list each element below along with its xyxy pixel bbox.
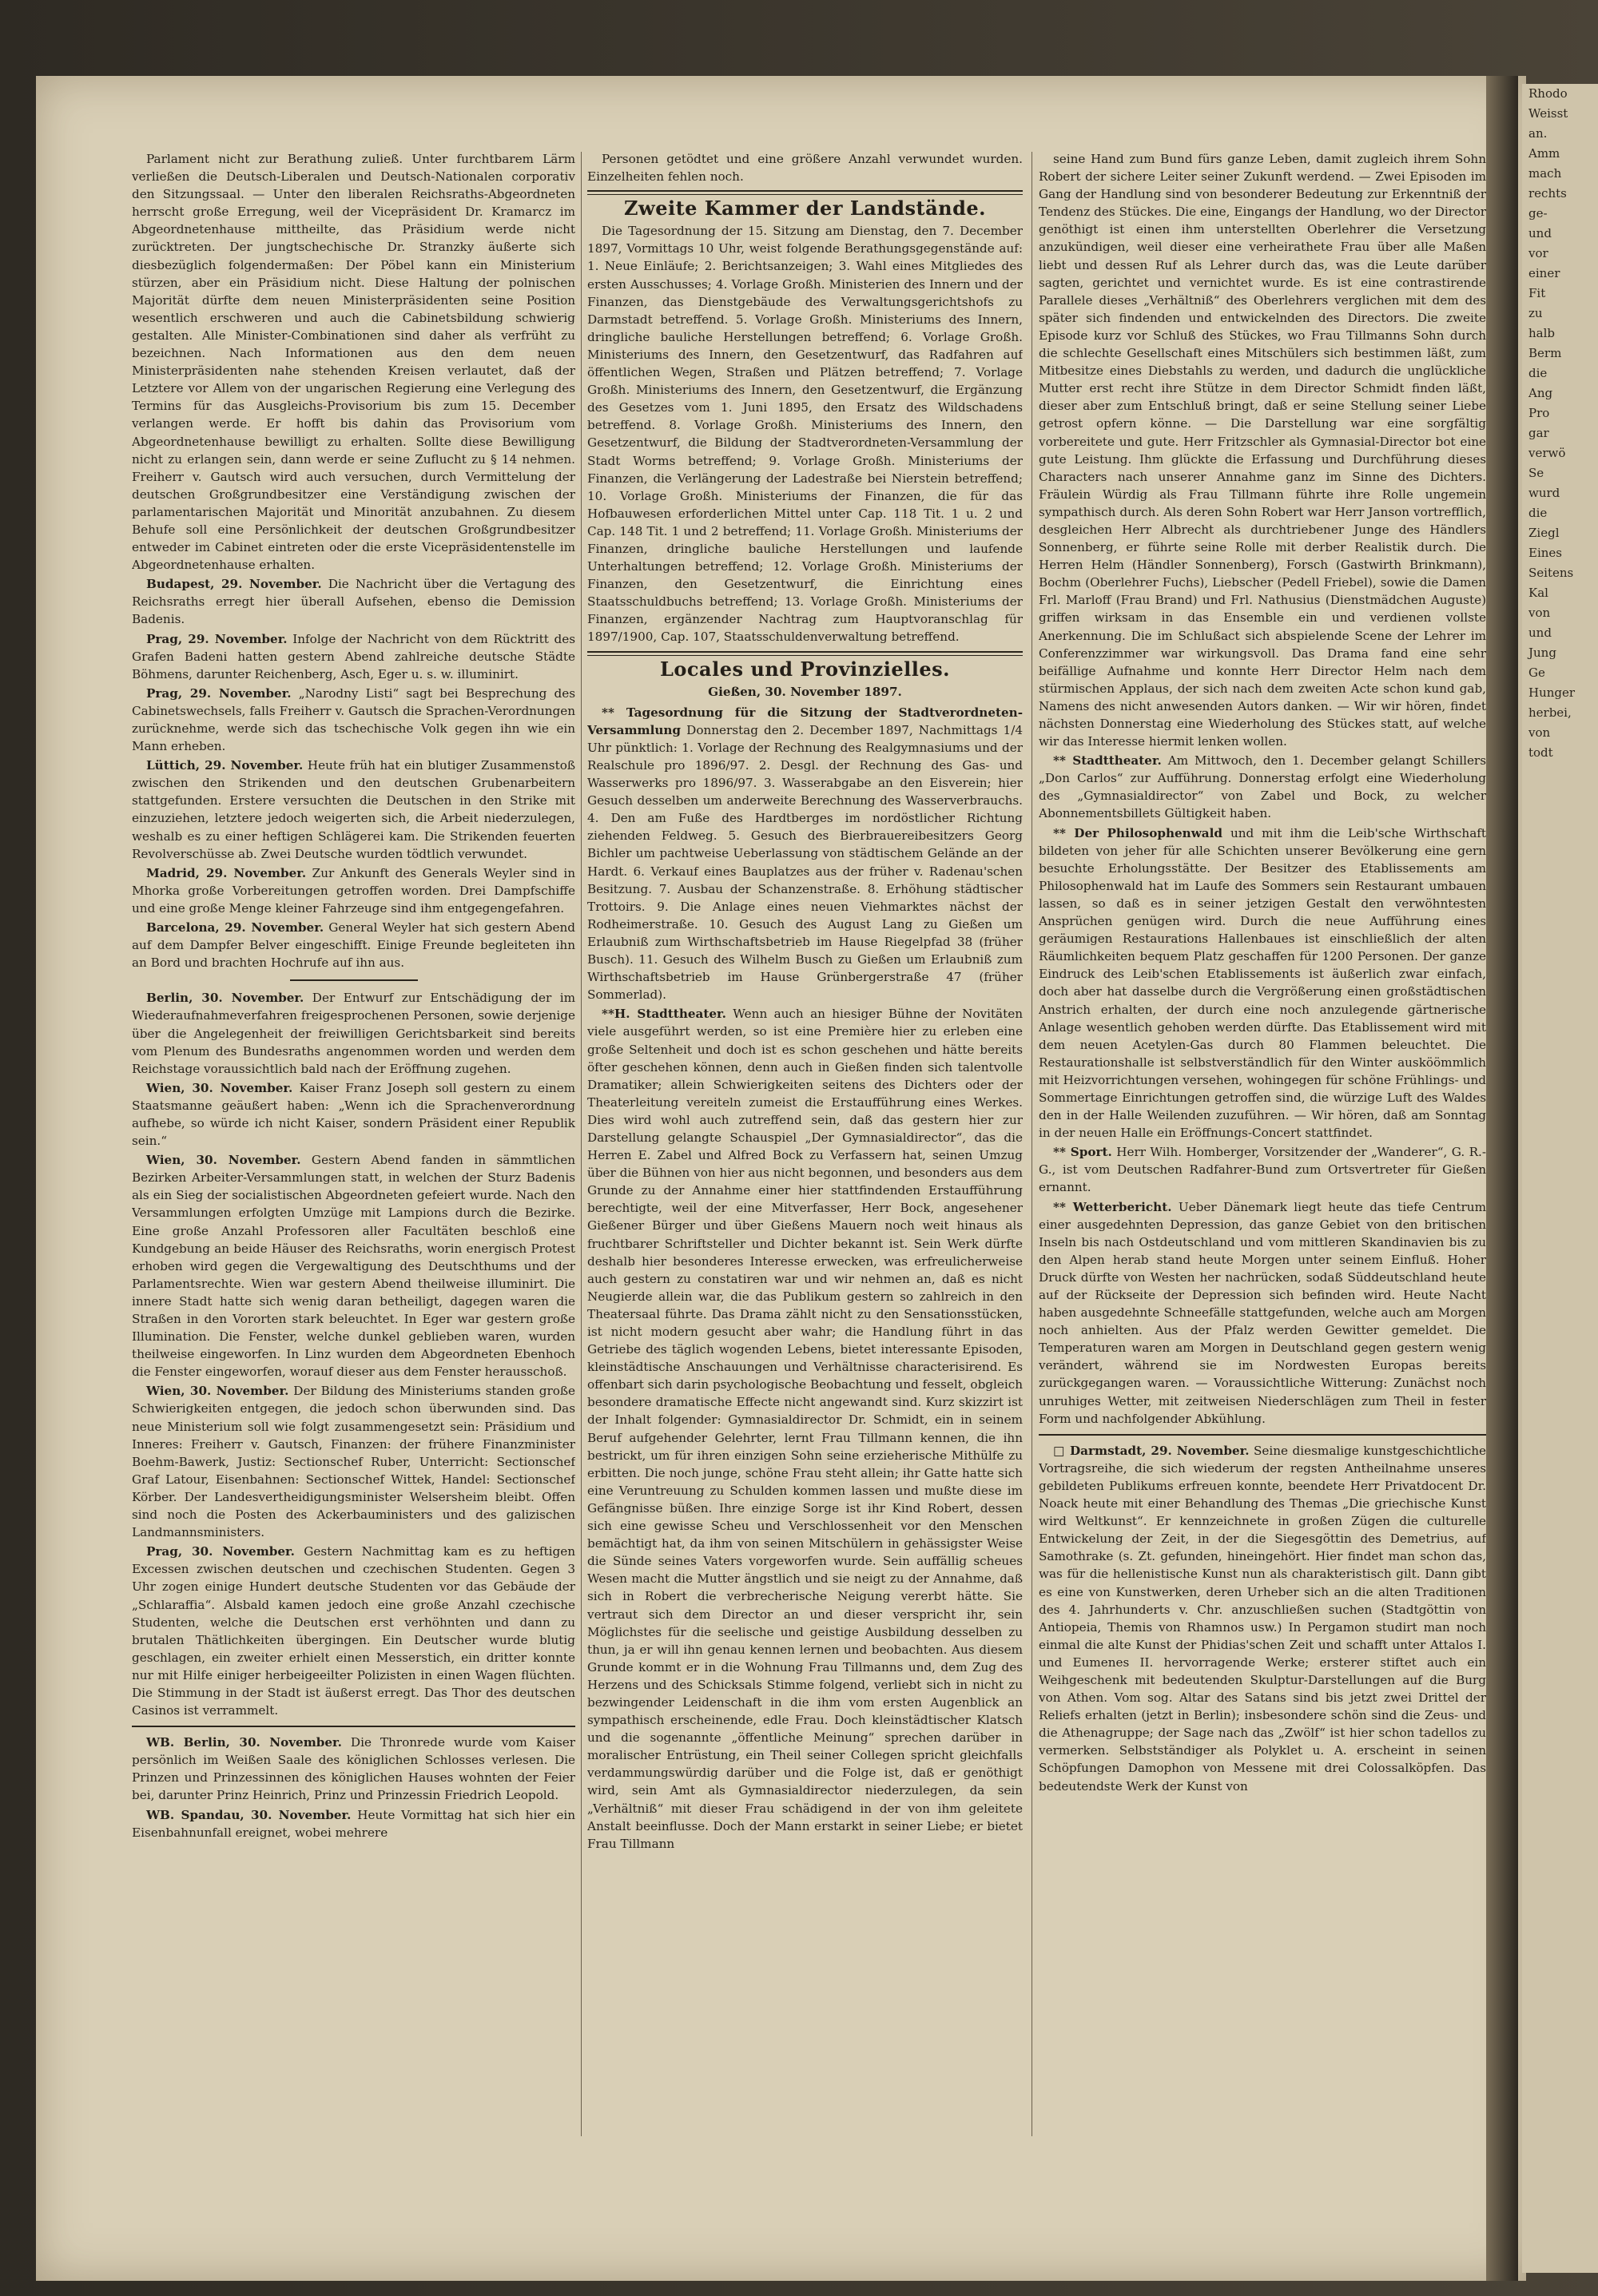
adjacent-page-fragment: Kal bbox=[1528, 586, 1548, 600]
news-text: Kaiser Franz Joseph soll gestern zu einem Staatsmanne geäußert haben: „Wenn ich die Sprachenverordnung aufhebe, so würde ich nicht Kaiser, sondern Präsident einer Republik sein.“ bbox=[132, 1080, 575, 1149]
adjacent-page-fragment: Ang bbox=[1528, 386, 1553, 400]
item-title: ** Der Philosophenwald bbox=[1053, 825, 1222, 840]
paragraph: seine Hand zum Bund fürs ganze Leben, damit zugleich ihrem Sohn Robert der sichere Leiter seiner Zukunft werdend. — Zwei Episoden im Gang der Handlung sind von besonderer Bedeutung zur Erkenntniß der Tendenz des Stückes. Die eine, Eingangs der Handlung, wo der Director genöthigt ist einen ihm unterstellten Oberlehrer die Versetzung anzukündigen, weil dieser eine verheirathete Frau über alle Maßen liebt und dessen Ruf als Lehrer durch das, was die Leute darüber sagten, gerichtet und vernichtet wurde. Es ist eine contrastirende Parallele dieses „Verhältniß“ des Oberlehrers verglichen mit dem des später sich findenden und entwickelnden des Directors. Die zweite Episode kurz vor Schluß des Stückes, wo Frau Tillmanns Sohn durch die schlechte Gesellschaft eines Mitschülers sich bestimmen läßt, zum Mitbesitze eines Diebstahls zu werden, und dadurch die unglückliche Mutter erst recht ihre Stütze in dem Director Schmidt finden läßt, dieser aber zum Entschluß bringt, daß er seine Stellung seiner Liebe getrost opfern könne. — Die Darstellung war eine sorgfältig vorbereitete und gute. Herr Fritzschler als Gymnasial-Director bot eine gute Leistung. Ihm glückte die Erfassung und Durchführung dieses Characters nach unserer Annahme ganz im Sinne des Dichters. Fräulein Würdig als Frau Tillmann führte ihre Rolle ungemein sympathisch durch. Als deren Sohn Robert war Herr Janson vortrefflich, desgleichen Herr Albrecht als durchtriebener Junge des Händlers Sonnenberg, er führte seine Rolle mit derber Realistik durch. Die Herren Helm (Händler Sonnenberg), Forsch (Gastwirth Brinkmann), Bochm (Oberlehrer Fuchs), Liebscher (Pedell Friebel), sowie die Damen Frl. Marloff (Frau Brand) und Frl. Nathusius (Dienstmädchen Auguste) griffen wirksam in das Ensemble ein und verdienen vollste Anerkennung. Die im Schlußact sich abspielende Scene der Lehrer im Conferenzzimmer war wirkungsvoll. Das Drama fand eine sehr beifällige Aufnahme und konnte Herr Director Helm nach dem stürmischen Applaus, der sich nach dem zweiten Acte schon kund gab, Namens des nicht anwesenden Autors danken. — Wir wir hören, findet nächsten Donnerstag eine Wiederholung des Stückes statt, auf welche wir das Interesse hiermit lenken wollen. bbox=[1039, 152, 1486, 749]
dateline: Budapest, 29. November. bbox=[146, 577, 322, 592]
adjacent-page-fragment: verwö bbox=[1528, 446, 1566, 460]
news-text: Zur Ankunft des Generals Weyler sind in Mhorka große Vorbereitungen getroffen worden. Drei Dampfschiffe und eine große Menge kleiner Fahrzeuge sind ihm entgegengefahren. bbox=[132, 865, 575, 916]
news-text: Der Entwurf zur Entschädigung der im Wiederaufnahmeverfahren freigesprochenen Personen, sowie derjenige über die Angelegenheit der freiwilligen Gerichtsbarkeit sind bereits vom Plenum des Bundesraths angenommen worden und werden dem Reichstage voraussichtlich bald nach der Eröffnung zugehen. bbox=[132, 991, 575, 1076]
news-text: und mit ihm die Leib'sche Wirthschaft bildeten von jeher für alle Schichten unserer Bevölkerung eine gern besuchte Erholungsstätte. Der Besitzer des Etablissements am Philosophenwald hat im Laufe des Sommers sein Restaurant umbauen lassen, so daß es in seiner jetzigen Gestalt den verwöhntesten Ansprüchen genügen wird. Durch die neue Aufführung eines geräumigen Restaurations Hallenbaues ist einschließlich der alten Räumlichkeiten bequem Platz geschaffen für 1200 Personen. Der ganze Eindruck des Leib'schen Etablissements ist äußerlich zwar einfach, doch aber hat dasselbe durch die Vergrößerung einen großstädtischen Anstrich erhalten, der durch eine noch anzulegende gärtnerische Anlage wesentlich gehoben werden dürfte. Das Etablissement wird mit dem neuen Acetylen-Gas durch 80 Flammen beleuchtet. Die Restaurationshalle ist selbstverständlich für den Winter ausköömmlich mit Heizvorrichtungen versehen, wohingegen für schöne Frühlings- und Sommertage Einrichtungen getroffen sind, die würzige Luft des Waldes den in der Halle Weilenden zuzuführen. — Wir hören, daß am Sonntag in der neuen Halle ein Eröffnungs-Concert stattfindet. bbox=[1039, 825, 1486, 1141]
news-text: Ueber Dänemark liegt heute das tiefe Centrum einer ausgedehnten Depression, das ganze Gebiet von den britischen Inseln bis nach Ostdeutschland und vom mittleren Skandinavien bis zu den Alpen herab stand heute Morgen unter seinem Einfluß. Hoher Druck dürfte von Westen her nachrücken, sodaß Süddeutschland heute auf der Rückseite der Depression sich befinden wird. Heute Nacht haben ausgedehnte Schneefälle stattgefunden, welche auch am Morgen noch anhielten. Aus der Pfalz werden Gewitter gemeldet. Die Temperaturen waren am Morgen in Deutschland gegen gestern wenig verändert, während sie im Nordwesten Europas bereits zurückgegangen waren. — Voraussichtliche Witterung: Zunächst noch unruhiges Wetter, mit zeitweisen Niederschlägen zum Theil in fester Form und nachfolgender Abkühlung. bbox=[1039, 1199, 1486, 1426]
news-item bbox=[132, 757, 575, 863]
news-item bbox=[132, 1382, 575, 1541]
news-text: Seine diesmalige kunstgeschichtliche Vortragsreihe, die sich wiederum der regsten Antheilnahme unseres gebildeten Publikums erfreuen konnte, beendete Herr Privatdocent Dr. Noack heute mit einer Behandlung des Themas „Die griechische Kunst wird Weltkunst“. Er kennzeichnete in großen Zügen die culturelle Entwickelung der Zeit, in der die Siegesgöttin des Demetrius, auf Samothrake (s. Zt. gefunden, hineingehört. Hier findet man schon das, was für die hellenistische Kunst nun als charakteristisch gilt. Dann gibt es eine von Kunstwerken, deren Urheber sich an die alten Traditionen des 4. Jahrhunderts v. Chr. anzuschließen suchen (Stadtgöttin von Antiopeia, Themis von Rhamnos usw.) In Pergamon studirt man noch einmal die alte Kunst der Phidias'schen Zeit und schafft unter Attalos I. und Eumenes II. hervorragende Werke; ersterer stiftet auch ein Weihgeschenk mit bedeutenden Skulptur-Darstellungen auf die Burg von Athen. Vom sog. Altar des Satans sind bis jetzt zwei Drittel der Reliefs erhalten (jetzt in Berlin); insbesondere schön sind die Zeus- und die Athenagruppe; der Sage nach das „Zwölf“ ist hier schon tadellos zu vermerken. Selbstständiger als Polyklet u. A. erscheint in seinen Schöpfungen Damophon von Messene mit drei Colossalköpfen. Das bedeutendste Werk der Kunst von bbox=[1039, 1443, 1486, 1794]
adjacent-page-fragment: Seitens bbox=[1528, 566, 1574, 580]
section-heading: Zweite Kammer der Landstände. bbox=[624, 197, 986, 220]
adjacent-page-fragment: herbei, bbox=[1528, 705, 1572, 720]
dateline: Barcelona, 29. November. bbox=[146, 920, 324, 935]
adjacent-page-fragment: von bbox=[1528, 725, 1551, 740]
news-item bbox=[1039, 1143, 1486, 1196]
adjacent-page-fragment: Berm bbox=[1528, 346, 1562, 360]
adjacent-page-fragment: gar bbox=[1528, 426, 1549, 440]
adjacent-page-fragment: und bbox=[1528, 626, 1552, 640]
column-rule bbox=[581, 152, 582, 2136]
news-item bbox=[1039, 752, 1486, 822]
item-title: □ Darmstadt, 29. November. bbox=[1053, 1443, 1250, 1458]
adjacent-page-fragment: einer bbox=[1528, 266, 1560, 280]
paragraph: Parlament nicht zur Berathung zuließ. Unter furchtbarem Lärm verließen die Deutsch-Liberalen und Deutsch-Nationalen corporativ den Sitzungssaal. — Unter den liberalen Reichsraths-Abgeordneten herrscht große Erregung, weil der Vicepräsident Dr. Kramarcz im Abgeordnetenhause mittheilte, das Präsidium werde nicht zurücktreten. Der jungtschechische Dr. Stranzky äußerte sich diesbezüglich folgendermaßen: Der Pöbel kann ein Ministerium stürzen, aber ein Präsidium nicht. Diese Haltung der polnischen Majorität dürfte dem neuen Ministerpräsidenten seine Position wesentlich erschweren und auch die Cabinetsbildung schwierig gestalten. Alle Minister-Combinationen sind daher als verfrüht zu bezeichnen. Nach Informationen aus den dem neuen Ministerpräsidenten nahe stehenden Kreisen verlautet, daß der Letztere vor Allem von der ungarischen Regierung eine Verlegung des Termins für das Ausgleichs-Provisorium bis zum 15. December verlangen werde. Er hofft bis dahin das Provisorium vom Abgeordnetenhause bewilligt zu erhalten. Sollte diese Bewilligung nicht zu erlangen sein, dann werde er seine Zuflucht zu § 14 nehmen. Freiherr v. Gautsch wird auch versuchen, durch Vermittelung der deutschen Großgrundbesitzer eine Verständigung zwischen der parlamentarischen Majorität und Minorität anzubahnen. Zu diesem Behufe soll eine Persönlichkeit der deutschen Großgrundbesitzer entweder im Cabinet eintreten oder die erste Vicepräsidentenstelle im Abgeordnetenhause erhalten. bbox=[132, 152, 575, 573]
adjacent-page-fragment: Jung bbox=[1528, 646, 1556, 660]
news-text: Gestern Abend fanden in sämmtlichen Bezirken Arbeiter-Versammlungen statt, in welchen der Sturz Badenis als ein Sieg der socialistischen Abgeordneten gefeiert wurde. Nach den Versammlungen erfolgten Umzüge mit Lampions durch die Bezirke. Eine große Anzahl Professoren aller Facultäten beschloß eine Kundgebung an beide Häuser des Reichsraths, worin energisch Protest erhoben wird gegen die Vergewaltigung des Deutschthums und der Parlamentsrechte. Wien war gestern Abend theilweise illuminirt. Die innere Stadt hatte sich wenig daran betheiligt, dagegen waren die Straßen in den Vororten stark beleuchtet. In Eger war gestern große Illumination. Die Fenster, welche dunkel geblieben waren, wurden theilweise eingeworfen. In Linz wurden dem Abgeordneten Ebenhoch die Fenster eingeworfen, worauf dieser aus dem Fenster herausschoß. bbox=[132, 1153, 575, 1380]
adjacent-page-fragment: an. bbox=[1528, 126, 1548, 141]
dateline: Prag, 30. November. bbox=[146, 1544, 295, 1559]
adjacent-page-fragment: die bbox=[1528, 506, 1548, 520]
dateline: Prag, 29. November. bbox=[146, 685, 292, 701]
section-divider bbox=[587, 190, 1023, 195]
page-gutter bbox=[1486, 76, 1518, 2281]
adjacent-page-fragment: Fit bbox=[1528, 286, 1546, 300]
item-title: ** Wetterbericht. bbox=[1053, 1199, 1172, 1214]
adjacent-page-fragment: die bbox=[1528, 366, 1548, 380]
news-text: General Weyler hat sich gestern Abend auf dem Dampfer Belver eingeschifft. Einige Freunde begleiteten ihn an Bord und brachten Hochrufe auf ihn aus. bbox=[132, 920, 575, 971]
news-item bbox=[132, 1806, 575, 1841]
paragraph: Personen getödtet und eine größere Anzahl verwundet wurden. Einzelheiten fehlen noch. bbox=[587, 152, 1023, 185]
news-text: Heute früh hat ein blutiger Zusammenstoß zwischen den Strikenden und den deutschen Grubenarbeitern stattgefunden. Erstere versuchten die Deutschen in den Strike mit einzuziehen, letztere jedoch weigerten sich, die Arbeit niederzulegen, weshalb es zu einer heftigen Schlägerei kam. Die Strikenden feuerten Revolverschüsse ab. Zwei Deutsche wurden tödtlich verwundet. bbox=[132, 758, 575, 861]
news-item bbox=[587, 704, 1023, 1004]
column-2 bbox=[587, 150, 1023, 2144]
adjacent-page-fragment: Amm bbox=[1528, 146, 1560, 161]
news-item bbox=[132, 919, 575, 971]
adjacent-page-fragment: Eines bbox=[1528, 546, 1562, 560]
news-item bbox=[132, 575, 575, 628]
dateline: Wien, 30. November. bbox=[146, 1384, 289, 1399]
dateline: Madrid, 29. November. bbox=[146, 865, 307, 880]
adjacent-page-fragment: Hunger bbox=[1528, 685, 1576, 700]
news-item bbox=[132, 989, 575, 1077]
news-item bbox=[1039, 1442, 1486, 1795]
adjacent-page-edge bbox=[1522, 84, 1598, 2273]
news-text: Herr Wilh. Homberger, Vorsitzender der „Wanderer“, G. R.-G., ist vom Deutschen Radfahrer-Bund zum Ortsvertreter für Gießen ernannt. bbox=[1039, 1145, 1486, 1195]
dateline: Lüttich, 29. November. bbox=[146, 758, 304, 773]
item-title: **H. Stadttheater. bbox=[602, 1007, 726, 1022]
news-item bbox=[132, 1543, 575, 1719]
news-item bbox=[1039, 1198, 1486, 1428]
adjacent-page-fragment: rechts bbox=[1528, 186, 1567, 201]
adjacent-page-fragment: wurd bbox=[1528, 486, 1560, 500]
news-text: Der Bildung des Ministeriums standen große Schwierigkeiten entgegen, die jedoch schon überwunden sind. Das neue Ministerium soll wie folgt zusammengesetzt sein: Präsidium und Inneres: Freiherr v. Gautsch, Finanzen: der frühere Finanzminister Boehm-Bawerk, Justiz: Sectionschef Ruber, Unterricht: Sectionschef Graf Latour, Eisenbahnen: Sectionschef Wittek, Handel: Sectionschef Körber. Der Landesvertheidigungsminister Welsersheim bleibt. Offen sind noch die Posten des Ackerbauministers und des galizischen Landmannsministers. bbox=[132, 1384, 575, 1540]
adjacent-page-fragment: zu bbox=[1528, 306, 1543, 320]
section-divider bbox=[1039, 1434, 1486, 1436]
news-text: Am Mittwoch, den 1. December gelangt Schillers „Don Carlos“ zur Aufführung. Donnerstag erfolgt eine Wiederholung des „Gymnasialdirector“ von Zabel und Bock, zu welcher Abonnementsbillets Gültigkeit haben. bbox=[1039, 753, 1486, 821]
news-text: Wenn auch an hiesiger Bühne der Novitäten viele ausgeführt werden, so ist eine Première hier zu erleben eine große Seltenheit und doch ist es schon geschehen und hätte bereits öfter geschehen können, denn auch in Gießen finden sich talentvolle Dramatiker; allein Schwierigkeiten seitens des Dichters oder der Theaterleitung vereiteln zumeist die Erstaufführung eines Werkes. Dies wird wohl auch zutreffend sein, daß das gestern hier zur Darstellung gelangte Schauspiel „Der Gymnasialdirector“, das die Herren E. Zabel und Alfred Bock zu Verfassern hat, seinen Umzug über die Bühnen von hier aus nicht begonnen, und besonders aus dem Grunde zu der Annahme einer hier stattfindenden Erstaufführung berechtigte, weil der eine Mitverfasser, Herr Bock, angesehener Gießener Bürger und über Gießens Mauern noch weit hinaus als fruchtbarer Schriftsteller und Dichter bekannt ist. Sein Werk dürfte deshalb hier besonderes Interesse erwecken, was erfreulicherweise auch gestern zu constatiren war und wir nehmen an, daß es nicht Neugierde allein war, die das Publikum gestern so zahlreich in den Theatersaal führte. Das Drama zählt nicht zu den Sensationsstücken, ist nicht modern gesucht aber wahr; die Handlung führt in das Getriebe des täglich wogenden Lebens, bietet interessante Episoden, kleinstädtische Anschauungen und Verhältnisse characterisirend. Es offenbart sich darin psychologische Beobachtung und fesselt, obgleich besondere dramatische Effecte nicht angewandt sind. Kurz skizzirt ist der Inhalt folgender: Gymnasialdirector Dr. Schmidt, ein in seinem Beruf aufgehender Gelehrter, lernt Frau Tillmann kennen, die ihn bestrickt, um für ihren einzigen Sohn seine erzieherische Mithülfe zu erbitten. Die noch junge, schöne Frau steht allein; ihr Gatte hatte sich eine Veruntreuung zu Schulden kommen lassen und mußte diese im Gefängnisse büßen. Ihre einzige Sorge ist ihr Kind Robert, dessen sich eine gewisse Scheu und Verschlossenheit vor den Menschen bemächtigt hat, da ihm von seinen Mitschülern in gehässigster Weise die Sünde seines Vaters vorgeworfen wurde. Sein auffällig scheues Wesen macht die Mutter ängstlich und sie neigt zu der Annahme, daß sich in Robert die verbrecherische Neigung vererbt hätte. Sie vertraut sich dem Director an und dieser verspricht ihr, sein Möglichstes für die seelische und geistige Ausbildung desselben zu thun, ja er will ihn genau kennen lernen und beobachten. Aus diesem Grunde kommt er in die Wohnung Frau Tillmanns und, dem Zug des Herzens und des Schicksals Stimme folgend, verliebt sich in nicht zu bezwingender Leidenschaft in die ihm vom ersten Augenblick an sympathisch erscheinende, edle Frau. Doch kleinstädtischer Klatsch und die sogenannte „öffentliche Meinung“ sprechen darüber in moralischer Entrüstung, ein Theil seiner Collegen spricht gleichfalls verdammungswürdig darüber und die Folge ist, daß er genöthigt wird, sein Amt als Gymnasialdirector niederzulegen, da sein „Verhältniß“ mit dieser Frau schädigend in der von ihm geleitete Anstalt beeinflusse. Doch der Mann erstarkt in seiner Liebe; er bietet Frau Tillmann bbox=[587, 1007, 1023, 1851]
news-text: Gestern Nachmittag kam es zu heftigen Excessen zwischen deutschen und czechischen Studenten. Gegen 3 Uhr zogen einige Hundert deutsche Studenten vor das Gebäude der „Schlaraffia“. Alsbald kamen jedoch eine große Anzahl czechische Studenten, welche die Deutschen erst verhöhnten und dann zu brutalen Thätlichkeiten übergingen. Ein Deutscher wurde blutig geschlagen, ein zweiter erhielt einen Messerstich, ein dritter konnte nur mit Hilfe einiger herbeigeeilter Polizisten in einen Wagen flüchten. Die Stimmung in der Stadt ist äußerst erregt. Das Thor des deutschen Casinos ist verrammelt. bbox=[132, 1544, 575, 1718]
news-text: Die Nachricht über die Vertagung des Reichsraths erregt hier überall Aufsehen, ebenso die Demission Badenis. bbox=[132, 577, 575, 627]
adjacent-page-fragment: ge- bbox=[1528, 206, 1548, 220]
adjacent-page-fragment: Se bbox=[1528, 466, 1544, 480]
news-item bbox=[1039, 824, 1486, 1142]
news-item bbox=[132, 1151, 575, 1380]
dateline: Berlin, 30. November. bbox=[146, 991, 304, 1006]
adjacent-page-fragment: todt bbox=[1528, 745, 1553, 760]
adjacent-page-fragment: Pro bbox=[1528, 406, 1550, 420]
adjacent-page-fragment: mach bbox=[1528, 166, 1562, 181]
dateline: WB. Berlin, 30. November. bbox=[146, 1735, 342, 1750]
news-text: Die Thronrede wurde vom Kaiser persönlich im Weißen Saale des königlichen Schlosses verlesen. Die Prinzen und Prinzessinnen des königlichen Hauses wohnten der Feier bei, darunter Prinz Heinrich, Prinz und Prinzessin Friedrich Leopold. bbox=[132, 1735, 575, 1803]
adjacent-page-fragment: Ge bbox=[1528, 665, 1545, 680]
dateline: Prag, 29. November. bbox=[146, 631, 288, 646]
column-3 bbox=[1039, 150, 1486, 2144]
news-item bbox=[132, 1734, 575, 1804]
column-1 bbox=[132, 150, 575, 2144]
section-divider bbox=[132, 1726, 575, 1727]
news-item bbox=[132, 864, 575, 917]
news-item bbox=[132, 1079, 575, 1150]
section-divider bbox=[587, 651, 1023, 656]
dateline: Wien, 30. November. bbox=[146, 1153, 301, 1168]
adjacent-page-fragment: Rhodo bbox=[1528, 86, 1568, 101]
news-item bbox=[132, 630, 575, 683]
adjacent-page-fragment: von bbox=[1528, 606, 1551, 620]
dateline: WB. Spandau, 30. November. bbox=[146, 1807, 352, 1822]
adjacent-page-fragment: vor bbox=[1528, 246, 1548, 260]
adjacent-page-fragment: halb bbox=[1528, 326, 1556, 340]
adjacent-page-fragment: Weisst bbox=[1528, 106, 1568, 121]
news-text: Donnerstag den 2. December 1897, Nachmittags 1/4 Uhr pünktlich: 1. Vorlage der Rechnung des Realgymnasiums und der Realschule pro 1896/97. 2. Desgl. der Rechnung des Gas- und Wasserwerks pro 1896/97. 3. Wasserabgabe an den Eisverein; hier Gesuch desselben um anderweite Berechnung des Wasserverbrauchs. 4. Den am Fuße des Hardtberges im nordöstlicher Richtung ziehenden Feldweg. 5. Gesuch des Bierbrauereibesitzers Georg Bichler um pachtweise Ueberlassung von städtischem Gelände an der Hardt. 6. Verkauf eines Bauplatzes aus der früher v. Radenau'schen Besitzung. 7. Ausbau der Schanzenstraße. 8. Erhöhung städtischer Trottoirs. 9. Die Anlage eines neuen Viehmarktes nächst der Rodheimerstraße. 10. Gesuch des August Lang zu Gießen um Erlaubniß zum Wirthschaftsbetrieb im Hause Riegelpfad 38 (früher Busch). 11. Gesuch des Wilhelm Busch zu Gießen um Erlaubniß zum Wirthschaftsbetrieb im Hause Grünbergerstraße 47 (früher Sommerlad). bbox=[587, 722, 1023, 1003]
item-title: ** Sport. bbox=[1053, 1145, 1112, 1160]
dateline: Wien, 30. November. bbox=[146, 1080, 293, 1095]
item-title: ** Stadttheater. bbox=[1053, 753, 1162, 769]
news-text: Heute Vormittag hat sich hier ein Eisenbahnunfall ereignet, wobei mehrere bbox=[132, 1807, 575, 1840]
news-text: Infolge der Nachricht von dem Rücktritt des Grafen Badeni hatten gestern Abend zahlreiche deutsche Städte Böhmens, darunter Reichenberg, Asch, Eger u. s. w. illuminirt. bbox=[132, 631, 575, 681]
news-text: „Narodny Listi“ sagt bei Besprechung des Cabinetswechsels, falls Freiherr v. Gautsch die Sprachen-Verordnungen zurücknehme, werde sich das tschechische Volk gegen ihn wie ein Mann erheben. bbox=[132, 685, 575, 754]
section-divider bbox=[290, 979, 418, 981]
section-heading: Locales und Provinzielles. bbox=[660, 657, 950, 681]
adjacent-page-fragment: Ziegl bbox=[1528, 526, 1560, 540]
paragraph: Die Tagesordnung der 15. Sitzung am Dienstag, den 7. December 1897, Vormittags 10 Uhr, weist folgende Berathungsgegenstände auf: 1. Neue Einläufe; 2. Berichtsanzeigen; 3. Wahl eines Mitgliedes des ersten Ausschusses; 4. Vorlage Großh. Ministerien des Innern und der Finanzen, das Dienstgebäude des Verwaltungsgerichtshofs zu Darmstadt betreffend. 5. Vorlage Großh. Ministeriums des Innern, dringliche bauliche Herstellungen betreffend; 6. Vorlage Großh. Ministeriums des Innern, den Gesetzentwurf, das Radfahren auf öffentlichen Wegen, Straßen und Plätzen betreffend; 7. Vorlage Großh. Ministeriums des Innern, den Gesetzentwurf, die Ergänzung des Gesetzes vom 1. Juni 1895, den Ersatz des Wildschadens betreffend. 8. Vorlage Großh. Ministeriums des Innern, den Gesetzentwurf, die Bildung der Stadtverordneten-Versammlung der Stadt Worms betreffend; 9. Vorlage Großh. Ministeriums der Finanzen, die Verlängerung der Ladestraße bei Nierstein betreffend; 10. Vorlage Großh. Ministeriums der Finanzen, die für das Hofbauwesen erforderlichen Mittel unter Cap. 118 Tit. 1 u. 2 und Cap. 148 Tit. 1 und 2 betreffend; 11. Vorlage Großh. Ministeriums der Finanzen, dringliche bauliche Herstellungen und laufende Unterhaltungen betreffend; 12. Vorlage Großh. Ministeriums der Finanzen, den Gesetzentwurf, die Einrichtung eines Staatsschuldbuchs betreffend; 13. Vorlage Großh. Ministeriums der Finanzen, ergänzender Nachtrag zum Hauptvoranschlag für 1897/1900, Cap. 107, Staatsschuldenverwaltung betreffend. bbox=[587, 224, 1023, 645]
news-item bbox=[132, 685, 575, 755]
news-item bbox=[587, 1005, 1023, 1853]
item-title: ** Tagesordnung für die Sitzung der Stadtverordneten-Versammlung bbox=[587, 705, 1023, 737]
local-dateline: Gießen, 30. November 1897. bbox=[708, 684, 902, 699]
adjacent-page-fragment: und bbox=[1528, 226, 1552, 240]
